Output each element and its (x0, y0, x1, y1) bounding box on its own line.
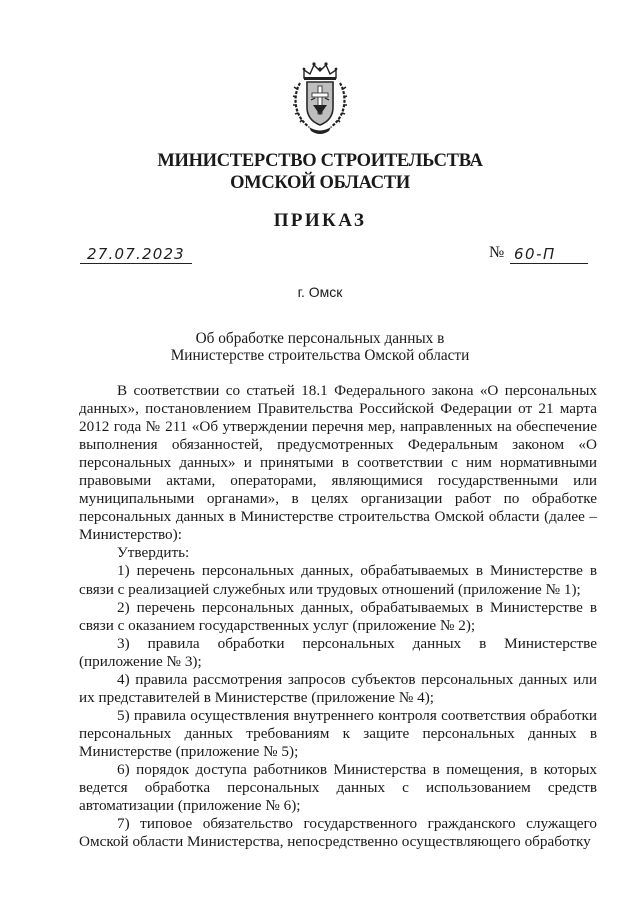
subject-line1: Об обработке персональных данных в (195, 330, 445, 347)
order-body (79, 382, 597, 851)
order-date: 27.07.2023 (80, 246, 192, 264)
order-number: 60-П (510, 246, 588, 264)
list-item: 3) правила обработки персональных данных в Министерстве (приложение № 3); (79, 634, 597, 670)
list-item: 1) перечень персональных данных, обрабатываемых в Министерстве в связи с реализацией служебных или трудовых отношений (приложение № 1); (79, 562, 597, 598)
list-item: 6) порядок доступа работников Министерства в помещения, в которых ведется обработка персональных данных с использованием средств автоматизации (приложение № 6); (79, 760, 597, 815)
preamble-paragraph: В соответствии со статьей 18.1 Федерального закона «О персональных данных», постановлением Правительства Российской Федерации от 21 марта 2012 года № 211 «Об утверждении перечня мер, направленных на обеспечение выполнения обязанностей, предусмотренных Федеральным законом «О персональных данных» и принятыми в соответствии с ним нормативными правовыми актами, операторами, являющимися государственными или муниципальными органами», в целях организации работ по обработке персональных данных в Министерстве строительства Омской области (далее – Министерство): (79, 382, 597, 544)
ministry-name-line2: ОМСКОЙ ОБЛАСТИ (230, 173, 410, 193)
order-city: г. Омск (297, 284, 343, 300)
ministry-name-line1: МИНИСТЕРСТВО СТРОИТЕЛЬСТВА (157, 151, 483, 171)
list-item: 5) правила осуществления внутреннего контроля соответствия обработки персональных данных требованиям к защите персональных данных в Министерстве (приложение № 5); (79, 706, 597, 760)
subject-line2: Министерстве строительства Омской области (170, 347, 470, 364)
omsk-coat-of-arms-icon (291, 57, 349, 137)
order-subject (0, 330, 640, 364)
document-title: ПРИКАЗ (273, 210, 367, 231)
list-item: 7) типовое обязательство государственного гражданского служащего Омской области Министерства, непосредственно осуществляющего обработку (79, 815, 597, 851)
approve-paragraph: Утвердить: (117, 544, 190, 562)
order-number-sign: № (489, 244, 505, 261)
list-item: 2) перечень персональных данных, обрабатываемых в Министерстве в связи с оказанием государственных услуг (приложение № 2); (79, 598, 597, 634)
list-item: 4) правила рассмотрения запросов субъектов персональных данных или их представителей в Министерстве (приложение № 4); (79, 670, 597, 706)
